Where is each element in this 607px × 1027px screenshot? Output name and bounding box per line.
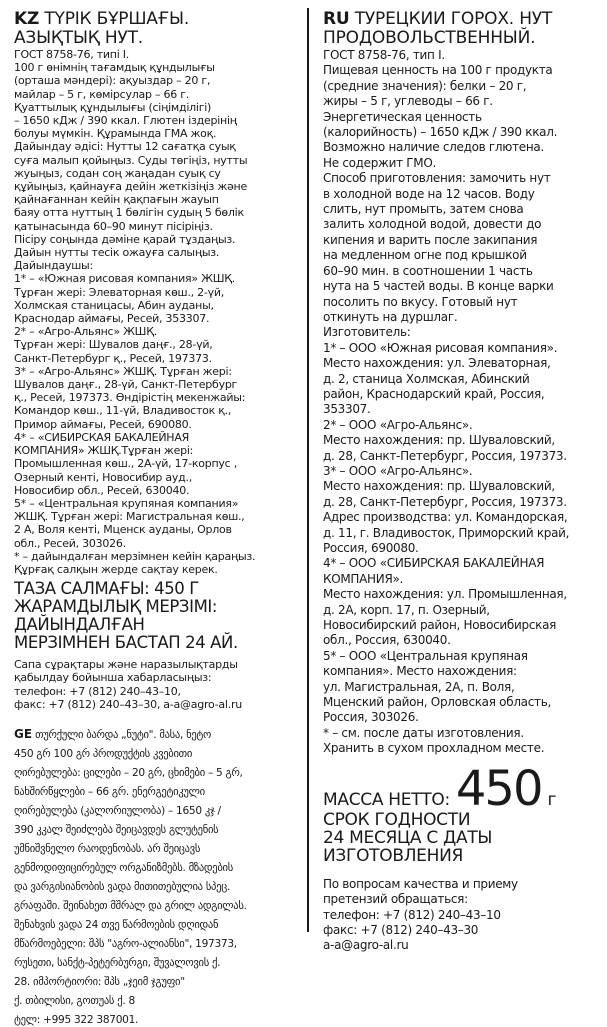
kz-column: [14, 10, 295, 1027]
column-divider: [307, 8, 309, 932]
kz-body: ГОСТ 8758-76, типі I. 100 г өнімнің тағамдық құндылығы (орташа мәндері): ақуыздар – 20 г, майлар – 5 г, көмірсулар – 66 г. Қуаттылық құндылығы (сіңімділігі) – 1650 кДж / 390 ккал. Глютен іздерінің болуы мүмкін. Құрамында ГМА жоқ. Дайындау әдісі: Нутты 12 сағатқа суық суға малып қойыңыз. Суды төгіңіз, нутты жуыңыз, содан соң жаңадан суық су құйыңыз, қайнауға дейін жеткізіңіз және қайнағаннан кейін қақпағын жауып баяу отта нуттың 1 бөлігін судың 5 бөлік қатынасында 60–90 минут пісіріңіз. Пісіру соңында дәміне қарай тұздаңыз. Дайын нутты тесік ожауға салыңыз. Дайындаушы: 1* – «Южная рисовая компания» ЖШҚ. Тұрған жері: Элеваторная көш., 2-үй, Холмская станицасы, Абин ауданы, Краснодар аймағы, Ресей, 353307. 2* – «Агро-Альянс» ЖШҚ. Тұрған жері: Шувалов даңғ., 28-үй, Санкт-Петербург қ., Ресей, 197373. 3* – «Агро-Альянс» ЖШҚ. Тұрған жері: Шувалов даңғ., 28-үй, Санкт-Петербург қ., Ресей, 197373. Өндірістің мекенжайы: Командор көш., 11-үй, Владивосток қ., Примор аймағы, Ресей, 690080. 4* – «СИБИРСКАЯ БАКАЛЕЙНАЯ КОМПАНИЯ» ЖШҚ.Тұрған жері: Промышленная көш., 2А-үй, 17-корпус , Озерный кенті, Новосибир ауд., Новосибир обл., Ресей, 630040. 5* – «Центральная крупяная компания» ЖШҚ. Тұрған жері: Магистральная көш., 2 А, Воля кенті, Мценск ауданы, Орлов обл., Ресей, 303026. * – дайындалған мерзімнен кейін қараңыз. Құрғақ салқын жерде сақтау керек.: [14, 48, 256, 576]
kz-title-text: ТҮРІК БҰРШАҒЫ. АЗЫҚТЫҚ НУТ.: [14, 10, 190, 48]
ru-netto-label: МАССА НЕТТО:: [323, 789, 450, 810]
kz-netto-shelf: ТАЗА САЛМАҒЫ: 450 Г ЖАРАМДЫЛЫҚ МЕРЗІМІ: ДАЙЫНДАЛҒАН МЕРЗІМНЕН БАСТАП 24 АЙ.: [14, 579, 238, 653]
ru-netto-value: 450: [455, 760, 542, 817]
ru-body: ГОСТ 8758-76, тип I. Пищевая ценность на 100 г продукта (средние значения): белки – 20 г, жиры – 5 г, углеводы – 66 г. Энергетическая ценность (калорийность) – 1650 кДж / 390 ккал. Возможно наличие следов глютена. Не содержит ГМО. Способ приготовления: замочить нут в холодной воде на 12 часов. Воду слить, нут промыть, затем снова залить холодной водой, довести до кипения и варить после закипания на медленном огне под крышкой 60–90 мин. в соотношении 1 часть нута на 5 частей воды. В конце варки посолить по вкусу. Готовый нут откинуть на дуршлаг. Изготовитель: 1* – ООО «Южная рисовая компания». Место нахождения: ул. Элеваторная, д. 2, станица Холмская, Абинский район, Краснодарский край, Россия, 353307. 2* – ООО «Агро-Альянс». Место нахождения: пр. Шуваловский, д. 28, Санкт-Петербург, Россия, 197373. 3* – ООО «Агро-Альянс». Место нахождения: пр. Шуваловский, д. 28, Санкт-Петербург, Россия, 197373. Адрес производства: ул. Командорская, д. 11, г. Владивосток, Приморский край, Россия, 690080. 4* – ООО «СИБИРСКАЯ БАКАЛЕЙНАЯ КОМПАНИЯ». Место нахождения: ул. Промышленная, д. 2А, корп. 17, п. Озерный, Новосибирский район, Новосибирская обл., Россия, 630040. 5* – ООО «Центральная крупяная компания». Место нахождения: ул. Магистральная, 2А, п. Воля, Мценский район, Орловская область, Россия, 303026. * – см. после даты изготовления. Хранить в сухом прохладном месте.: [323, 48, 570, 756]
ru-netto-unit: г: [547, 789, 557, 810]
ge-lang-code: GE: [14, 726, 33, 741]
ge-body: თურქული ბარდა „ნუტი". მასა, ნეტო 450 გრ 100 გრ პროდუქტის კვებითი ღირებულება: ცილები – 20 გრ, ცხიმები – 5 გრ, ნახშირწყლები – 66 გრ. ენერგეტიკული ღირებულება (კალორიულობა) – 1650 კჯ / 390 კკალ შეიძლება შეიცავდეს გლუტენის უმნიშვნელო რაოდენობას. არ შეიცავს გენმოდიფიცირებულ ორგანიზმებს. მზადების და ვარგისიანობის ვადა მითითებულია სპეც. გრაფაში. შეინახეთ მშრალ და გრილ ადგილას. შენახვის ვადა 24 თვე წარმოების დღიდან მწარმოებელი: შპს "აგრო-ალიანსი", 197373, რუსეთი, სანქტ-პეტერბურგი, შუვალოვის ქ. 28. იმპორტიორი: შპს „ჯეიმ ჯგუფი" ქ. თბილისი, გოთუას ქ. 8 ტელ: +995 322 387001.: [14, 728, 247, 1026]
ru-netto: [323, 760, 595, 817]
ru-title: [323, 10, 595, 48]
ru-title-text: ТУРЕЦКИЙ ГОРОХ. НУТ ПРОДОВОЛЬСТВЕННЫЙ.: [323, 10, 553, 48]
ru-column: [323, 10, 595, 954]
kz-title: [14, 10, 295, 48]
ru-lang-code: RU: [323, 10, 350, 29]
ru-contacts: По вопросам качества и приему претензий обращаться: телефон: +7 (812) 240–43–10 факс: +7 (812) 240–43–30 a-a@agro-al.ru: [323, 876, 518, 953]
ru-shelf-life: СРОК ГОДНОСТИ 24 МЕСЯЦА С ДАТЫ ИЗГОТОВЛЕНИЯ: [323, 809, 493, 866]
kz-lang-code: KZ: [14, 10, 40, 29]
kz-contacts: Сапа сұрақтары және наразылықтарды қабылдау бойынша хабарласыңыз: телефон: +7 (812) 240–43–10, факс: +7 (812) 240–43–30, a-a@agro-al.ru: [14, 658, 242, 711]
ge-block: [14, 723, 295, 1027]
